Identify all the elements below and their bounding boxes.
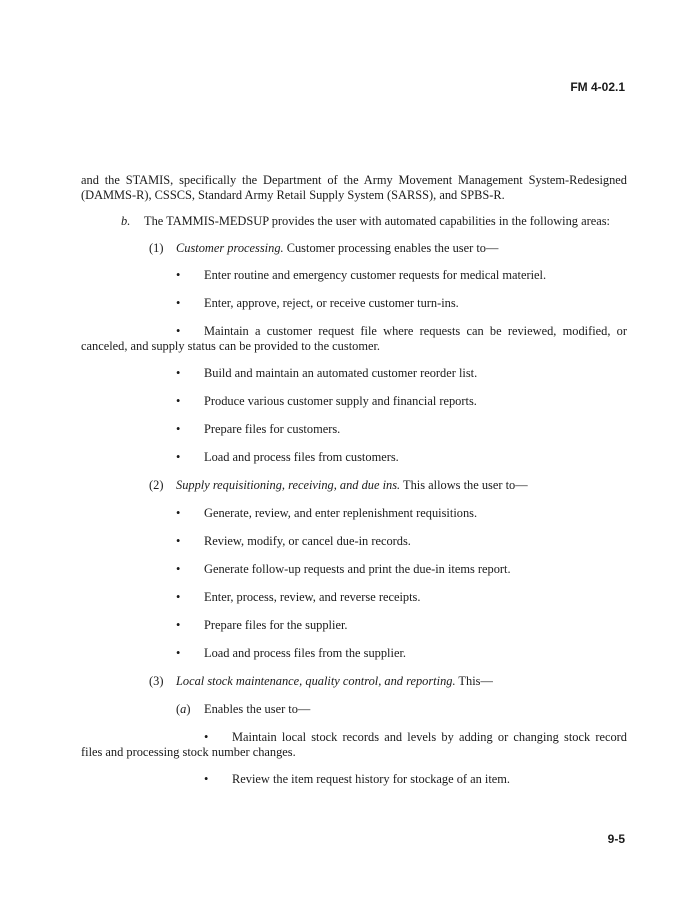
page-number: 9-5 bbox=[607, 832, 625, 846]
bullet-glyph: • bbox=[176, 450, 181, 464]
list-item-text: Maintain local stock records and levels by adding or changing stock record files and processing stock number changes. bbox=[81, 730, 627, 759]
list-item bbox=[81, 268, 627, 283]
list-item bbox=[81, 366, 627, 381]
list-item bbox=[81, 562, 627, 577]
section-2-heading bbox=[81, 478, 627, 493]
paragraph-b bbox=[81, 214, 627, 229]
list-item bbox=[81, 730, 627, 760]
section-2-lead: This allows the user to— bbox=[400, 478, 528, 492]
list-item bbox=[81, 506, 627, 521]
list-item bbox=[81, 618, 627, 633]
bullet-glyph: • bbox=[176, 394, 181, 408]
list-item-text: Maintain a customer request file where requests can be reviewed, modified, or canceled, and supply status can be provided to the customer. bbox=[81, 324, 627, 353]
bullet-glyph: • bbox=[176, 506, 181, 520]
list-item-text: Enter, approve, reject, or receive customer turn-ins. bbox=[204, 296, 459, 310]
section-1-number: (1) bbox=[149, 241, 164, 255]
list-item bbox=[81, 394, 627, 409]
list-item-text: Generate follow-up requests and print the due-in items report. bbox=[204, 562, 511, 576]
bullet-glyph: • bbox=[176, 422, 181, 436]
bullet-glyph: • bbox=[176, 646, 181, 660]
list-item-text: Prepare files for the supplier. bbox=[204, 618, 348, 632]
section-2-number: (2) bbox=[149, 478, 164, 492]
section-3-heading bbox=[81, 674, 627, 689]
list-item-text: Enter, process, review, and reverse receipts. bbox=[204, 590, 421, 604]
bullet-glyph: • bbox=[176, 562, 181, 576]
list-item bbox=[81, 296, 627, 311]
section-3-number: (3) bbox=[149, 674, 164, 688]
section-2-title: Supply requisitioning, receiving, and due ins. bbox=[176, 478, 401, 492]
bullet-glyph: • bbox=[176, 618, 181, 632]
bullet-glyph: • bbox=[176, 296, 181, 310]
list-item bbox=[81, 590, 627, 605]
paragraph-b-text: The TAMMIS-MEDSUP provides the user with automated capabilities in the following areas: bbox=[144, 214, 610, 228]
bullet-glyph: • bbox=[204, 772, 209, 786]
list-item-text: Review, modify, or cancel due-in records. bbox=[204, 534, 411, 548]
bullet-glyph: • bbox=[176, 366, 181, 380]
list-item-text: Prepare files for customers. bbox=[204, 422, 341, 436]
list-item-text: Produce various customer supply and financial reports. bbox=[204, 394, 477, 408]
running-header: FM 4-02.1 bbox=[570, 80, 625, 94]
bullet-glyph: • bbox=[204, 730, 209, 744]
list-item-text: Enter routine and emergency customer requests for medical materiel. bbox=[204, 268, 547, 282]
bullet-glyph: • bbox=[176, 268, 181, 282]
paragraph-b-label: b. bbox=[121, 214, 131, 228]
list-item bbox=[81, 646, 627, 661]
list-item-text: Load and process files from the supplier. bbox=[204, 646, 406, 660]
section-1-title: Customer processing. bbox=[176, 241, 284, 255]
list-item bbox=[81, 534, 627, 549]
section-1-lead: Customer processing enables the user to— bbox=[283, 241, 499, 255]
section-1-heading bbox=[81, 241, 627, 256]
subparagraph-a bbox=[81, 702, 627, 717]
intro-paragraph: and the STAMIS, specifically the Department of the Army Movement Management System-Redesigned (DAMMS-R), CSSCS, Standard Army Retail Supply System (SARSS), and SPBS-R. bbox=[81, 173, 627, 202]
bullet-glyph: • bbox=[176, 590, 181, 604]
subparagraph-a-text: Enables the user to— bbox=[204, 702, 311, 716]
list-item-text: Generate, review, and enter replenishment requisitions. bbox=[204, 506, 478, 520]
bullet-glyph: • bbox=[176, 534, 181, 548]
list-item-text: Build and maintain an automated customer reorder list. bbox=[204, 366, 478, 380]
subparagraph-a-label: (a) bbox=[176, 702, 191, 716]
section-3-title: Local stock maintenance, quality control, and reporting. bbox=[176, 674, 456, 688]
list-item-text: Review the item request history for stockage of an item. bbox=[232, 772, 511, 786]
list-item bbox=[81, 422, 627, 437]
list-item-text: Load and process files from customers. bbox=[204, 450, 399, 464]
section-3-lead: This— bbox=[455, 674, 493, 688]
list-item bbox=[81, 772, 627, 787]
bullet-glyph: • bbox=[176, 324, 181, 338]
list-item bbox=[81, 324, 627, 354]
list-item bbox=[81, 450, 627, 465]
